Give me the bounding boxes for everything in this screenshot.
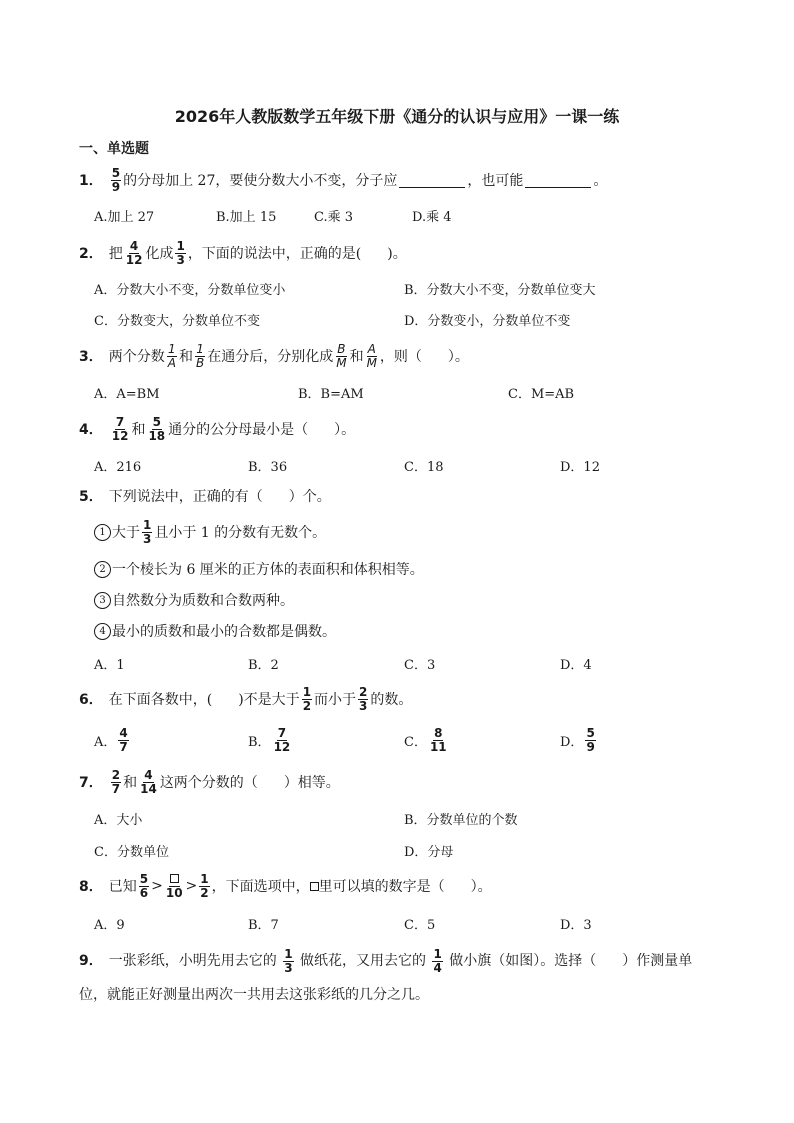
question-text: 把 [108,246,123,262]
option-c[interactable]: C．5 [404,917,436,933]
fraction: $\frac{A}{M}$ [366,341,377,370]
fraction: $\frac{1}{3}$ [284,946,293,975]
question-5 [79,480,331,512]
question-text: )不是大于 [238,692,300,708]
fraction: $\frac{1}{B}$ [195,341,205,370]
fraction: $\frac{7}{12}$ [273,725,291,754]
question-4 [79,413,355,445]
fraction: $\frac{2}{3}$ [359,684,368,713]
question-number: 4． [79,422,103,438]
question-number: 1． [79,173,103,189]
circled-number: 3 [94,592,111,609]
question-text: 在通分后，分别化成 [207,349,334,365]
option-b[interactable]: B．分数单位的个数 [404,812,518,828]
fraction: $\frac{5}{9}$ [586,725,595,754]
box-icon [310,882,319,891]
fraction: $\frac{1}{3}$ [176,238,185,267]
question-number: 3． [79,349,103,365]
option-c[interactable]: C．分数变大，分数单位不变 [94,313,260,329]
fraction: $\frac{4}{12}$ [125,238,143,267]
option-a[interactable]: A.加上 27 [94,209,155,225]
option-c[interactable]: C．18 [404,459,444,475]
option-d[interactable]: D．分母 [404,844,454,860]
option-a[interactable]: A．216 [94,459,142,475]
option-d[interactable]: D．3 [560,917,592,933]
fraction: $\frac{1}{3}$ [143,517,152,546]
question-text: )。 [387,246,407,262]
question-text: 和 [131,422,146,438]
question-text: 里可以填的数字是（ [318,879,445,895]
option-a[interactable]: A．大小 [94,812,143,828]
option-c[interactable]: C． $\frac{8}{11}$ [404,725,447,754]
fraction: $\frac{1}{4}$ [433,946,442,975]
question-text: 两个分数 [108,349,165,365]
fraction: $\frac{7}{12}$ [111,414,129,443]
circled-number: 1 [94,524,111,541]
fraction: $\frac{1}{2}$ [200,871,209,900]
question-text: 的数。 [370,692,413,708]
question-text: ，下面选项中， [211,879,310,895]
statement-1: 1 大于 $\frac{1}{3}$ 且小于 1 的分数有无数个。 [94,516,326,548]
question-number: 5． [79,489,103,505]
question-number: 6． [79,692,103,708]
greater-than-sign: > [151,878,163,894]
fraction: $\frac{4}{14}$ [140,767,157,796]
question-text: ，也可能 [467,173,524,189]
statement-3: 3 自然数分为质数和合数两种。 [94,584,294,616]
question-text: ）。 [470,879,492,895]
question-text: 和 [178,349,193,365]
option-d[interactable]: D． $\frac{5}{9}$ [560,725,595,754]
circled-number: 4 [94,623,111,640]
statement-4: 4 最小的质数和最小的合数都是偶数。 [94,615,336,647]
option-a[interactable]: A．9 [94,917,125,933]
question-number: 2． [79,246,103,262]
circled-number: 2 [94,561,111,578]
fraction: $\frac{5}{18}$ [148,414,166,443]
section-heading: 一、单选题 [79,141,149,157]
option-a[interactable]: A．1 [94,657,125,673]
question-text: ）。 [447,349,469,365]
option-b[interactable]: B． $\frac{7}{12}$ [248,725,291,754]
fraction: $\frac{8}{11}$ [429,725,447,754]
question-2 [79,237,407,269]
question-8 [79,870,492,902]
question-text: 下列说法中，正确的有（ [108,489,263,505]
question-text: 这两个分数的（ [159,775,258,791]
question-number: 8． [79,879,103,895]
question-text: ）。 [334,422,356,438]
option-d[interactable]: D．4 [560,657,592,673]
question-text: ，下面的说法中，正确的是( [187,246,362,262]
question-1 [79,164,607,196]
fraction: $\frac{5}{6}$ [139,871,149,900]
answer-blank[interactable] [399,173,465,188]
option-b[interactable]: B.加上 15 [216,209,277,225]
question-text: 的分母加上 27，要使分数大小不变，分子应 [123,173,398,189]
question-number: 9． [79,953,103,969]
question-text: 通分的公分母最小是（ [168,422,309,438]
fraction: $\frac{5}{9}$ [111,165,121,194]
question-7 [79,766,340,798]
question-text: 化成 [145,246,174,262]
question-text: 。 [593,173,608,189]
fraction: $\frac{1}{2}$ [302,684,312,713]
page-title: 2026年人教版数学五年级下册《通分的认识与应用》一课一练 [174,107,620,126]
question-text: 和 [123,775,138,791]
option-d[interactable]: D．12 [560,459,600,475]
option-d[interactable]: D.乘 4 [412,209,452,225]
option-b[interactable]: B．B=AM [298,386,364,402]
question-text: ）相等。 [283,775,340,791]
question-3 [79,340,469,372]
option-c[interactable]: C．3 [404,657,436,673]
option-a[interactable]: A． $\frac{4}{7}$ [94,725,128,754]
option-b[interactable]: B．7 [248,917,279,933]
fraction: $\frac{B}{M}$ [336,341,347,370]
question-9: 9． 一张彩纸，小明先用去它的 $\frac{1}{3}$ 做纸花，又用去它的 $\frac{1}{4}$ 做小旗（如图）。选择（ ）作测量单位，就能正好测量出两次一共用去这张彩纸的几分之几。 [79,946,693,1003]
question-number: 7． [79,775,103,791]
box-icon [170,874,179,883]
option-c[interactable]: C.乘 3 [314,209,354,225]
option-d[interactable]: D．分数变小，分数单位不变 [404,313,571,329]
option-b[interactable]: B．2 [248,657,279,673]
question-text: 已知 [108,879,137,895]
option-a[interactable]: A．A=BM [94,386,160,402]
statement-2: 2 一个棱长为 6 厘米的正方体的表面积和体积相等。 [94,553,424,585]
question-6 [79,683,412,715]
fraction: $\frac{4}{7}$ [119,725,128,754]
option-a[interactable]: A．分数大小不变，分数单位变小 [94,282,286,298]
question-text: 和 [349,349,364,365]
option-c[interactable]: C．M=AB [508,386,575,402]
question-text: ）个。 [288,489,331,505]
fraction-with-box: 10 [165,873,184,900]
answer-blank[interactable] [525,173,591,188]
question-text: 在下面各数中，( [108,692,213,708]
fraction: $\frac{2}{7}$ [111,767,121,796]
fraction: $\frac{1}{A}$ [167,341,176,370]
question-text: 而小于 [314,692,357,708]
question-text: ，则（ [379,349,422,365]
option-c[interactable]: C．分数单位 [94,844,169,860]
greater-than-sign: > [185,878,198,894]
option-b[interactable]: B．分数大小不变，分数单位变大 [404,282,596,298]
option-b[interactable]: B．36 [248,459,288,475]
